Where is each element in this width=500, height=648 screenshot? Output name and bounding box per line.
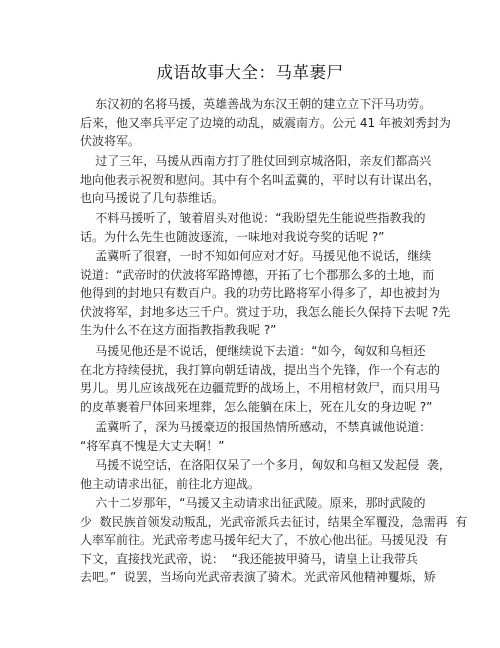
text-line: 男儿。男儿应该战死在边疆荒野的战场上，不用棺材敛尸，而只用马 (80, 381, 441, 396)
text-line: 去吧。” 说罢，当场向光武帝表演了骑术。光武帝风他精神矍烁，矫 (80, 570, 436, 585)
text-line: 在北方持续侵扰，我打算向朝廷请战，提出当个先锋，作一个有志的 (80, 362, 441, 377)
text-line: 生为什么不在这方面指教指教我呢 ?” (80, 323, 277, 338)
paragraph-5 (80, 342, 441, 416)
text-line: 马援不说空话，在洛阳仅呆了一个多月，匈奴和乌桓又发起侵 袭， (80, 458, 451, 472)
text-line: 也向马援说了几句恭维话。 (80, 191, 225, 206)
document-title: 成语故事大全：马革裹尸 (156, 63, 344, 82)
text-line: 不料马援听了，皱着眉头对他说：“我盼望先生能说些指教我的 (80, 211, 426, 225)
text-line: 伏波将军，封地多达三千户。赏过于功，我怎么能长久保持下去呢 ?先 (80, 304, 451, 319)
paragraph-6 (80, 418, 432, 455)
text-line: 说道：“武帝时的伏波将军路博德，开拓了七个郡那么多的土地，而 (80, 267, 435, 282)
text-line: 后来，他又率兵平定了边境的动乱，威震南方。公元 41 年被刘秀封为 (80, 115, 451, 130)
text-line: 人率军前往。光武帝考虑马援年纪大了，不放心他出征。马援见没 有 (80, 533, 448, 548)
text-line: 孟冀听了，深为马援豪迈的报国热情所感动，不禁真诚他说道： (80, 420, 432, 434)
paragraph-2 (80, 152, 441, 208)
text-line: 他主动请求出征，前往北方迎战。 (80, 476, 261, 491)
text-line: 的皮革裹着尸体回来埋葬，怎么能躺在床上，死在儿女的身边呢 ?” (80, 399, 433, 414)
text-line: 他得到的封地只有数百户。我的功劳比路将军小得多了，却也被封为 (80, 286, 441, 301)
text-line: 孟冀听了很窘，一时不知如何应对才好。马援见他不说话，继续 (80, 249, 432, 263)
paragraph-4 (80, 247, 451, 340)
text-line: “将军真不愧是大丈夫啊！” (80, 438, 225, 453)
paragraph-3 (80, 209, 425, 246)
text-line: 下文，直接找光武帝，说： “我还能披甲骑马，请皇上让我带兵 (80, 551, 418, 566)
text-line: 伏波将军。 (80, 134, 141, 149)
paragraph-7 (80, 456, 451, 493)
text-line: 地向他表示祝贺和慰问。其中有个名叫孟冀的，平时以有计谋出名， (80, 172, 441, 187)
text-line: 六十二岁那年，“马援又主动请求出征武陵。原来，那时武陵的 (80, 496, 426, 510)
paragraph-8 (80, 494, 468, 587)
text-line: 话。为什么先生也随波逐流，一味地对我说夸奖的话呢 ?” (80, 229, 385, 244)
text-line: 少 数民族首领发动叛乱，光武帝派兵去征讨，结果全军覆没，急需再 有 (80, 514, 468, 529)
paragraph-1 (80, 95, 451, 151)
text-line: 过了三年，马援从西南方打了胜仗回到京城洛阳，亲友们都高兴 (80, 154, 432, 168)
text-line: 东汉初的名将马援，英雄善战为东汉王朝的建立立下汗马功劳。 (80, 97, 432, 111)
text-line: 马援见他还是不说话，便继续说下去道：“如今，匈奴和乌桓还 (80, 344, 426, 358)
